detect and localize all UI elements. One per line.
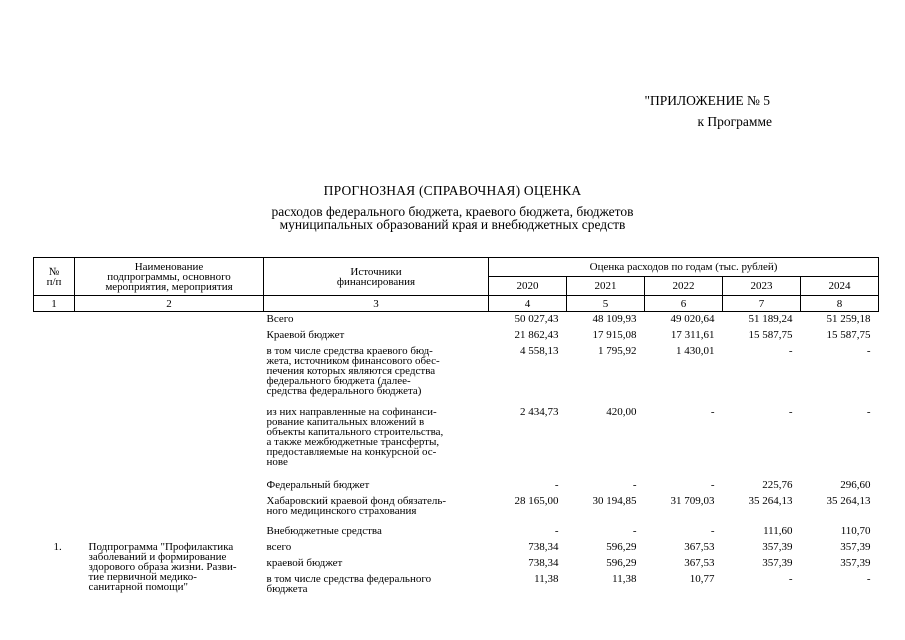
value-cell: 357,39 [840,556,871,569]
header-year: 2020 [489,277,567,296]
header-year: 2022 [645,277,723,296]
source-cell [264,344,489,405]
column-number: 1 [34,296,75,312]
value-cell: 738,34 [528,556,559,569]
subprogram-name [75,540,264,596]
value-cell: - [632,524,637,537]
header-text: Источники [350,265,402,278]
source-cell [264,405,489,478]
value-cell: 17 915,08 [592,328,637,341]
source-cell [264,572,489,596]
value-cell: - [788,572,793,585]
value-cell: - [710,405,715,418]
source-line: а также межбюджетные трансферты, [266,435,440,448]
value-cell: 49 020,64 [670,313,715,325]
budget-table [33,257,879,596]
value-cell: - [554,524,559,537]
column-number: 8 [801,296,879,312]
header-source [264,258,489,296]
value-cell: - [554,478,559,491]
source-line: ного медицинского страхования [266,504,417,517]
value-cell: 596,29 [606,540,637,553]
source-line: федерального бюджета (далее- [266,374,411,387]
source-line: нове [266,455,288,468]
header-text: Наименование [134,260,204,273]
header-number [34,258,75,296]
source-line: в том числе средства краевого бюд- [266,344,433,357]
value-cell: 110,70 [840,524,871,537]
value-cell: 17 311,61 [670,328,715,341]
value-cell: 15 587,75 [826,328,871,341]
header-estimate: Оценка расходов по годам (тыс. рублей) [489,258,879,277]
header-text: п/п [46,275,62,288]
value-cell: 11,38 [612,572,637,585]
value-cell: - [866,405,871,418]
source-line: Хабаровский краевой фонд обязатель- [266,494,447,507]
column-number: 2 [75,296,264,312]
table-row [34,540,879,556]
header-text: № [48,265,60,278]
value-cell: 2 434,73 [520,405,559,418]
subprogram-number: 1. [53,540,62,553]
value-cell: 4 558,13 [520,344,559,357]
source-line: из них направленные на софинанси- [266,405,437,418]
value-cell: 10,77 [689,572,715,585]
value-cell: 30 194,85 [592,494,637,507]
source-cell [264,494,489,524]
column-number: 7 [723,296,801,312]
subprogram-name-line: тие первичной медико- [88,570,197,583]
source-line: предоставляемые на конкурсной ос- [266,445,437,458]
subprogram-name-line: Подпрограмма "Профилактика [88,540,234,553]
header-year: 2021 [567,277,645,296]
source-line: объекты капитального строительства, [266,425,444,438]
document-subtitle [0,205,905,231]
value-cell: 357,39 [762,540,793,553]
source-cell: всего [266,540,292,553]
column-number: 5 [567,296,645,312]
header-name [75,258,264,296]
value-cell: 596,29 [606,556,637,569]
value-cell: 21 862,43 [514,328,559,341]
value-cell: - [710,478,715,491]
subprogram-name-line: санитарной помощи" [88,580,189,593]
value-cell: - [866,344,871,357]
table-header [34,258,879,312]
source-line: рование капитальных вложений в [266,415,425,428]
source-cell: Краевой бюджет [266,328,345,341]
value-cell: 367,53 [684,556,715,569]
source-line: в том числе средства федерального [266,572,432,585]
value-cell: 357,39 [840,540,871,553]
value-cell: 50 027,43 [514,313,559,325]
appendix-title: "ПРИЛОЖЕНИЕ № 5 [644,93,770,108]
source-line: жета, источником финансового обес- [266,354,440,367]
source-cell: Федеральный бюджет [266,478,370,491]
value-cell: 111,60 [763,524,793,537]
document-subtitle-line: муниципальных образований края и внебюджетных средств [279,217,626,232]
header-year: 2023 [723,277,801,296]
value-cell: - [632,478,637,491]
source-line: средства федерального бюджета) [266,384,422,397]
column-number: 6 [645,296,723,312]
value-cell: - [866,572,871,585]
value-cell: 15 587,75 [748,328,793,341]
table-row [34,312,879,328]
source-cell: Всего [266,313,294,325]
value-cell: 357,39 [762,556,793,569]
header-year: 2024 [801,277,879,296]
header-text: финансирования [336,275,416,288]
column-number: 4 [489,296,567,312]
value-cell: 296,60 [840,478,871,491]
appendix-subtitle: к Программе [697,114,772,129]
value-cell: 1 430,01 [676,344,715,357]
value-cell: 367,53 [684,540,715,553]
source-line: печения которых являются средства [266,364,436,377]
value-cell: - [710,524,715,537]
source-cell: Внебюджетные средства [266,524,382,537]
subprogram-name-line: заболеваний и формирование [88,550,227,563]
value-cell: 420,00 [606,405,637,418]
subprogram-name-line: здорового образа жизни. Разви- [88,560,237,573]
source-line: бюджета [266,582,308,595]
column-number: 3 [264,296,489,312]
document-title: ПРОГНОЗНАЯ (СПРАВОЧНАЯ) ОЦЕНКА [323,183,582,198]
value-cell: 48 109,93 [592,313,637,325]
value-cell: 35 264,13 [826,494,871,507]
value-cell: 51 189,24 [748,313,793,325]
value-cell: 11,38 [534,572,559,585]
value-cell: 28 165,00 [514,494,559,507]
value-cell: 31 709,03 [670,494,715,507]
value-cell: 35 264,13 [748,494,793,507]
empty-number-cell [34,312,75,540]
source-cell: краевой бюджет [266,556,343,569]
document-subtitle-line: расходов федерального бюджета, краевого бюджета, бюджетов [271,204,634,219]
value-cell: - [788,405,793,418]
value-cell: 738,34 [528,540,559,553]
table-body [34,312,879,596]
header-text: подпрограммы, основного [107,270,231,283]
value-cell: 225,76 [762,478,793,491]
header-text: мероприятия, мероприятия [105,280,233,293]
value-cell: - [788,344,793,357]
value-cell: 1 795,92 [598,344,637,357]
empty-name-cell [75,312,264,540]
value-cell: 51 259,18 [826,313,871,325]
